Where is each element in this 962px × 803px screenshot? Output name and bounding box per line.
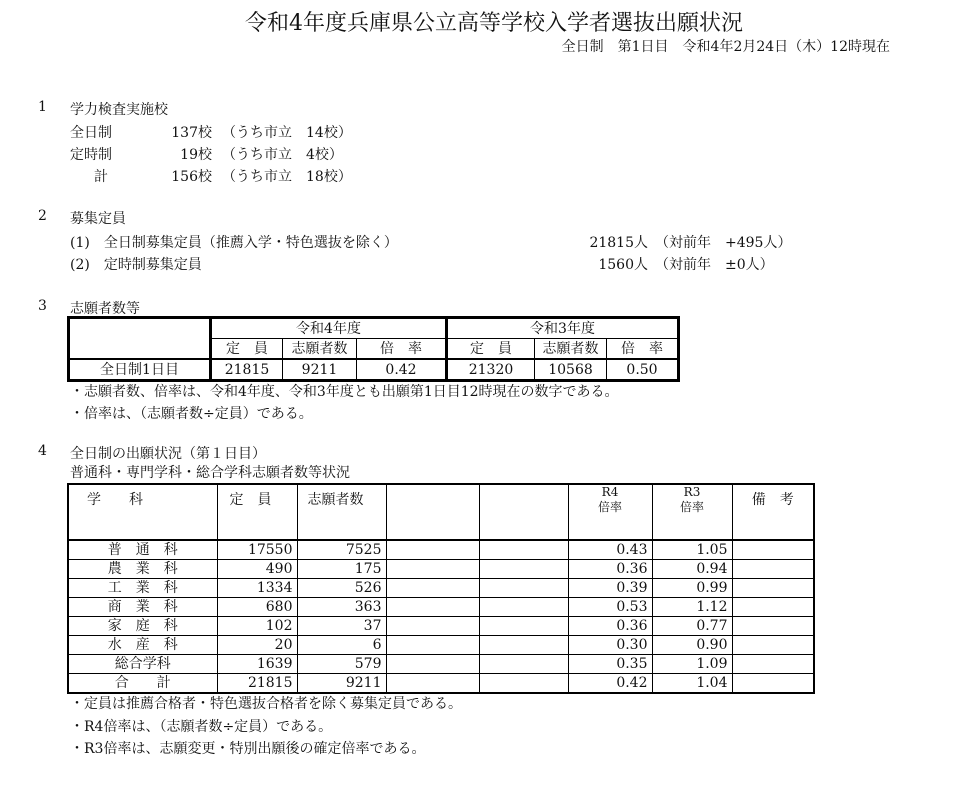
cell-cap: 1334 bbox=[217, 579, 297, 598]
empty-cell bbox=[479, 598, 568, 617]
empty-cell bbox=[732, 560, 814, 579]
s4-note: ・R4倍率は、（志願者数÷定員）である。 bbox=[70, 719, 333, 735]
department-applicants-table bbox=[67, 483, 815, 694]
section-3-number: 3 bbox=[38, 298, 47, 314]
cell-r3: 0.94 bbox=[652, 560, 732, 579]
empty-cell bbox=[386, 674, 479, 694]
col-header: 定 員 bbox=[447, 339, 535, 360]
cell-dept: 工 業 科 bbox=[68, 579, 217, 598]
cell-cap: 20 bbox=[217, 636, 297, 655]
cell-app: 175 bbox=[297, 560, 386, 579]
s2-value: 1560人 bbox=[598, 257, 648, 273]
cell-app: 7525 bbox=[297, 540, 386, 560]
empty-cell bbox=[479, 674, 568, 694]
table-row bbox=[68, 598, 814, 617]
s1-note: （うち市立 18校） bbox=[222, 169, 352, 185]
empty-cell bbox=[732, 674, 814, 694]
col-header-dept: 学 科 bbox=[68, 484, 217, 540]
cell: 0.50 bbox=[607, 359, 679, 381]
empty-cell bbox=[479, 540, 568, 560]
s3-note: ・倍率は、（志願者数÷定員）である。 bbox=[70, 406, 313, 422]
col-header-remarks: 備 考 bbox=[732, 484, 814, 540]
cell-cap: 490 bbox=[217, 560, 297, 579]
cell-r3: 0.77 bbox=[652, 617, 732, 636]
empty-cell bbox=[386, 617, 479, 636]
cell-cap: 17550 bbox=[217, 540, 297, 560]
cell-r4: 0.42 bbox=[568, 674, 652, 694]
cell: 9211 bbox=[283, 359, 357, 381]
table-row bbox=[68, 655, 814, 674]
cell-cap: 680 bbox=[217, 598, 297, 617]
cell-app: 363 bbox=[297, 598, 386, 617]
s1-count: 19校 bbox=[180, 147, 212, 163]
section-1-number: 1 bbox=[38, 99, 47, 115]
empty-header-cell bbox=[479, 484, 568, 540]
table-row bbox=[68, 560, 814, 579]
cell: 0.42 bbox=[357, 359, 447, 381]
cell-r3: 0.90 bbox=[652, 636, 732, 655]
cell-r4: 0.36 bbox=[568, 617, 652, 636]
col-header: 倍 率 bbox=[357, 339, 447, 360]
empty-cell bbox=[386, 655, 479, 674]
ratio-label: 倍率 bbox=[679, 500, 704, 514]
empty-cell bbox=[386, 560, 479, 579]
cell-cap: 102 bbox=[217, 617, 297, 636]
empty-header-cell bbox=[386, 484, 479, 540]
empty-cell bbox=[732, 655, 814, 674]
empty-cell bbox=[732, 598, 814, 617]
s1-note: （うち市立 4校） bbox=[222, 147, 343, 163]
cell: 10568 bbox=[535, 359, 607, 381]
cell-dept: 合 計 bbox=[68, 674, 217, 694]
year-r3-header: 令和3年度 bbox=[447, 318, 679, 339]
table-row bbox=[68, 617, 814, 636]
cell-app: 526 bbox=[297, 579, 386, 598]
table-row bbox=[68, 674, 814, 694]
empty-header-cell bbox=[69, 318, 211, 360]
cell-dept: 総合学科 bbox=[68, 655, 217, 674]
r3-label: R3 bbox=[683, 485, 701, 499]
empty-cell bbox=[479, 655, 568, 674]
empty-cell bbox=[386, 579, 479, 598]
cell-dept: 水 産 科 bbox=[68, 636, 217, 655]
empty-cell bbox=[386, 636, 479, 655]
col-header: 志願者数 bbox=[283, 339, 357, 360]
col-header: 定 員 bbox=[211, 339, 283, 360]
empty-cell bbox=[732, 540, 814, 560]
section-3-heading: 志願者数等 bbox=[70, 301, 140, 317]
s2-note: （対前年 +495人） bbox=[655, 235, 792, 251]
cell-r3: 1.04 bbox=[652, 674, 732, 694]
cell-dept: 家 庭 科 bbox=[68, 617, 217, 636]
cell-dept: 普 通 科 bbox=[68, 540, 217, 560]
section-1-heading: 学力検査実施校 bbox=[70, 102, 168, 118]
cell-r4: 0.35 bbox=[568, 655, 652, 674]
cell: 21320 bbox=[447, 359, 535, 381]
cell-r4: 0.30 bbox=[568, 636, 652, 655]
cell-app: 6 bbox=[297, 636, 386, 655]
cell-cap: 21815 bbox=[217, 674, 297, 694]
cell-r3: 1.05 bbox=[652, 540, 732, 560]
empty-cell bbox=[386, 598, 479, 617]
empty-cell bbox=[479, 636, 568, 655]
col-header-capacity: 定 員 bbox=[217, 484, 297, 540]
empty-cell bbox=[386, 540, 479, 560]
cell-r4: 0.39 bbox=[568, 579, 652, 598]
table-row bbox=[68, 540, 814, 560]
s1-count: 156校 bbox=[171, 169, 212, 185]
cell: 21815 bbox=[211, 359, 283, 381]
section-4-heading: 全日制の出願状況（第１日目） bbox=[70, 446, 266, 462]
s2-value: 21815人 bbox=[589, 235, 648, 251]
r4-label: R4 bbox=[601, 485, 619, 499]
s3-note: ・志願者数、倍率は、令和4年度、令和3年度とも出願第1日目12時現在の数字である。 bbox=[70, 384, 619, 400]
cell-app: 579 bbox=[297, 655, 386, 674]
s4-note: ・定員は推薦合格者・特色選抜合格者を除く募集定員である。 bbox=[70, 696, 462, 712]
row-label: 全日制1日目 bbox=[69, 359, 211, 381]
cell-r3: 1.09 bbox=[652, 655, 732, 674]
s2-note: （対前年 ±0人） bbox=[655, 257, 774, 273]
page-title: 令和4年度兵庫県公立高等学校入学者選抜出願状況 bbox=[245, 11, 743, 36]
cell-cap: 1639 bbox=[217, 655, 297, 674]
year-r4-header: 令和4年度 bbox=[211, 318, 447, 339]
page-subtitle: 全日制 第1日目 令和4年2月24日（木）12時現在 bbox=[561, 39, 890, 55]
empty-cell bbox=[479, 579, 568, 598]
col-header: 志願者数 bbox=[535, 339, 607, 360]
s1-label: 全日制 bbox=[70, 125, 112, 141]
s1-note: （うち市立 14校） bbox=[222, 125, 352, 141]
section-4-number: 4 bbox=[38, 443, 47, 459]
empty-cell bbox=[479, 617, 568, 636]
col-header: 倍 率 bbox=[607, 339, 679, 360]
ratio-label: 倍率 bbox=[597, 500, 622, 514]
empty-cell bbox=[732, 617, 814, 636]
cell-app: 9211 bbox=[297, 674, 386, 694]
cell-dept: 商 業 科 bbox=[68, 598, 217, 617]
cell-dept: 農 業 科 bbox=[68, 560, 217, 579]
cell-r4: 0.43 bbox=[568, 540, 652, 560]
s1-label: 計 bbox=[94, 169, 108, 185]
cell-r3: 1.12 bbox=[652, 598, 732, 617]
s1-label: 定時制 bbox=[70, 147, 112, 163]
cell-app: 37 bbox=[297, 617, 386, 636]
s4-note: ・R3倍率は、志願変更・特別出願後の確定倍率である。 bbox=[70, 741, 426, 757]
empty-cell bbox=[732, 636, 814, 655]
empty-cell bbox=[732, 579, 814, 598]
cell-r4: 0.36 bbox=[568, 560, 652, 579]
section-4-subheading: 普通科・専門学科・総合学科志願者数等状況 bbox=[70, 465, 350, 481]
col-header-applicants: 志願者数 bbox=[297, 484, 386, 540]
cell-r4: 0.53 bbox=[568, 598, 652, 617]
empty-cell bbox=[479, 560, 568, 579]
col-header-r3-ratio bbox=[652, 484, 732, 540]
col-header-r4-ratio bbox=[568, 484, 652, 540]
s2-label: (2) 定時制募集定員 bbox=[70, 257, 202, 273]
cell-r3: 0.99 bbox=[652, 579, 732, 598]
table-row bbox=[68, 636, 814, 655]
s1-count: 137校 bbox=[171, 125, 212, 141]
s2-label: (1) 全日制募集定員（推薦入学・特色選抜を除く） bbox=[70, 235, 398, 251]
applicants-summary-table bbox=[67, 316, 680, 382]
table-row bbox=[68, 579, 814, 598]
section-2-heading: 募集定員 bbox=[70, 211, 126, 227]
section-2-number: 2 bbox=[38, 208, 47, 224]
